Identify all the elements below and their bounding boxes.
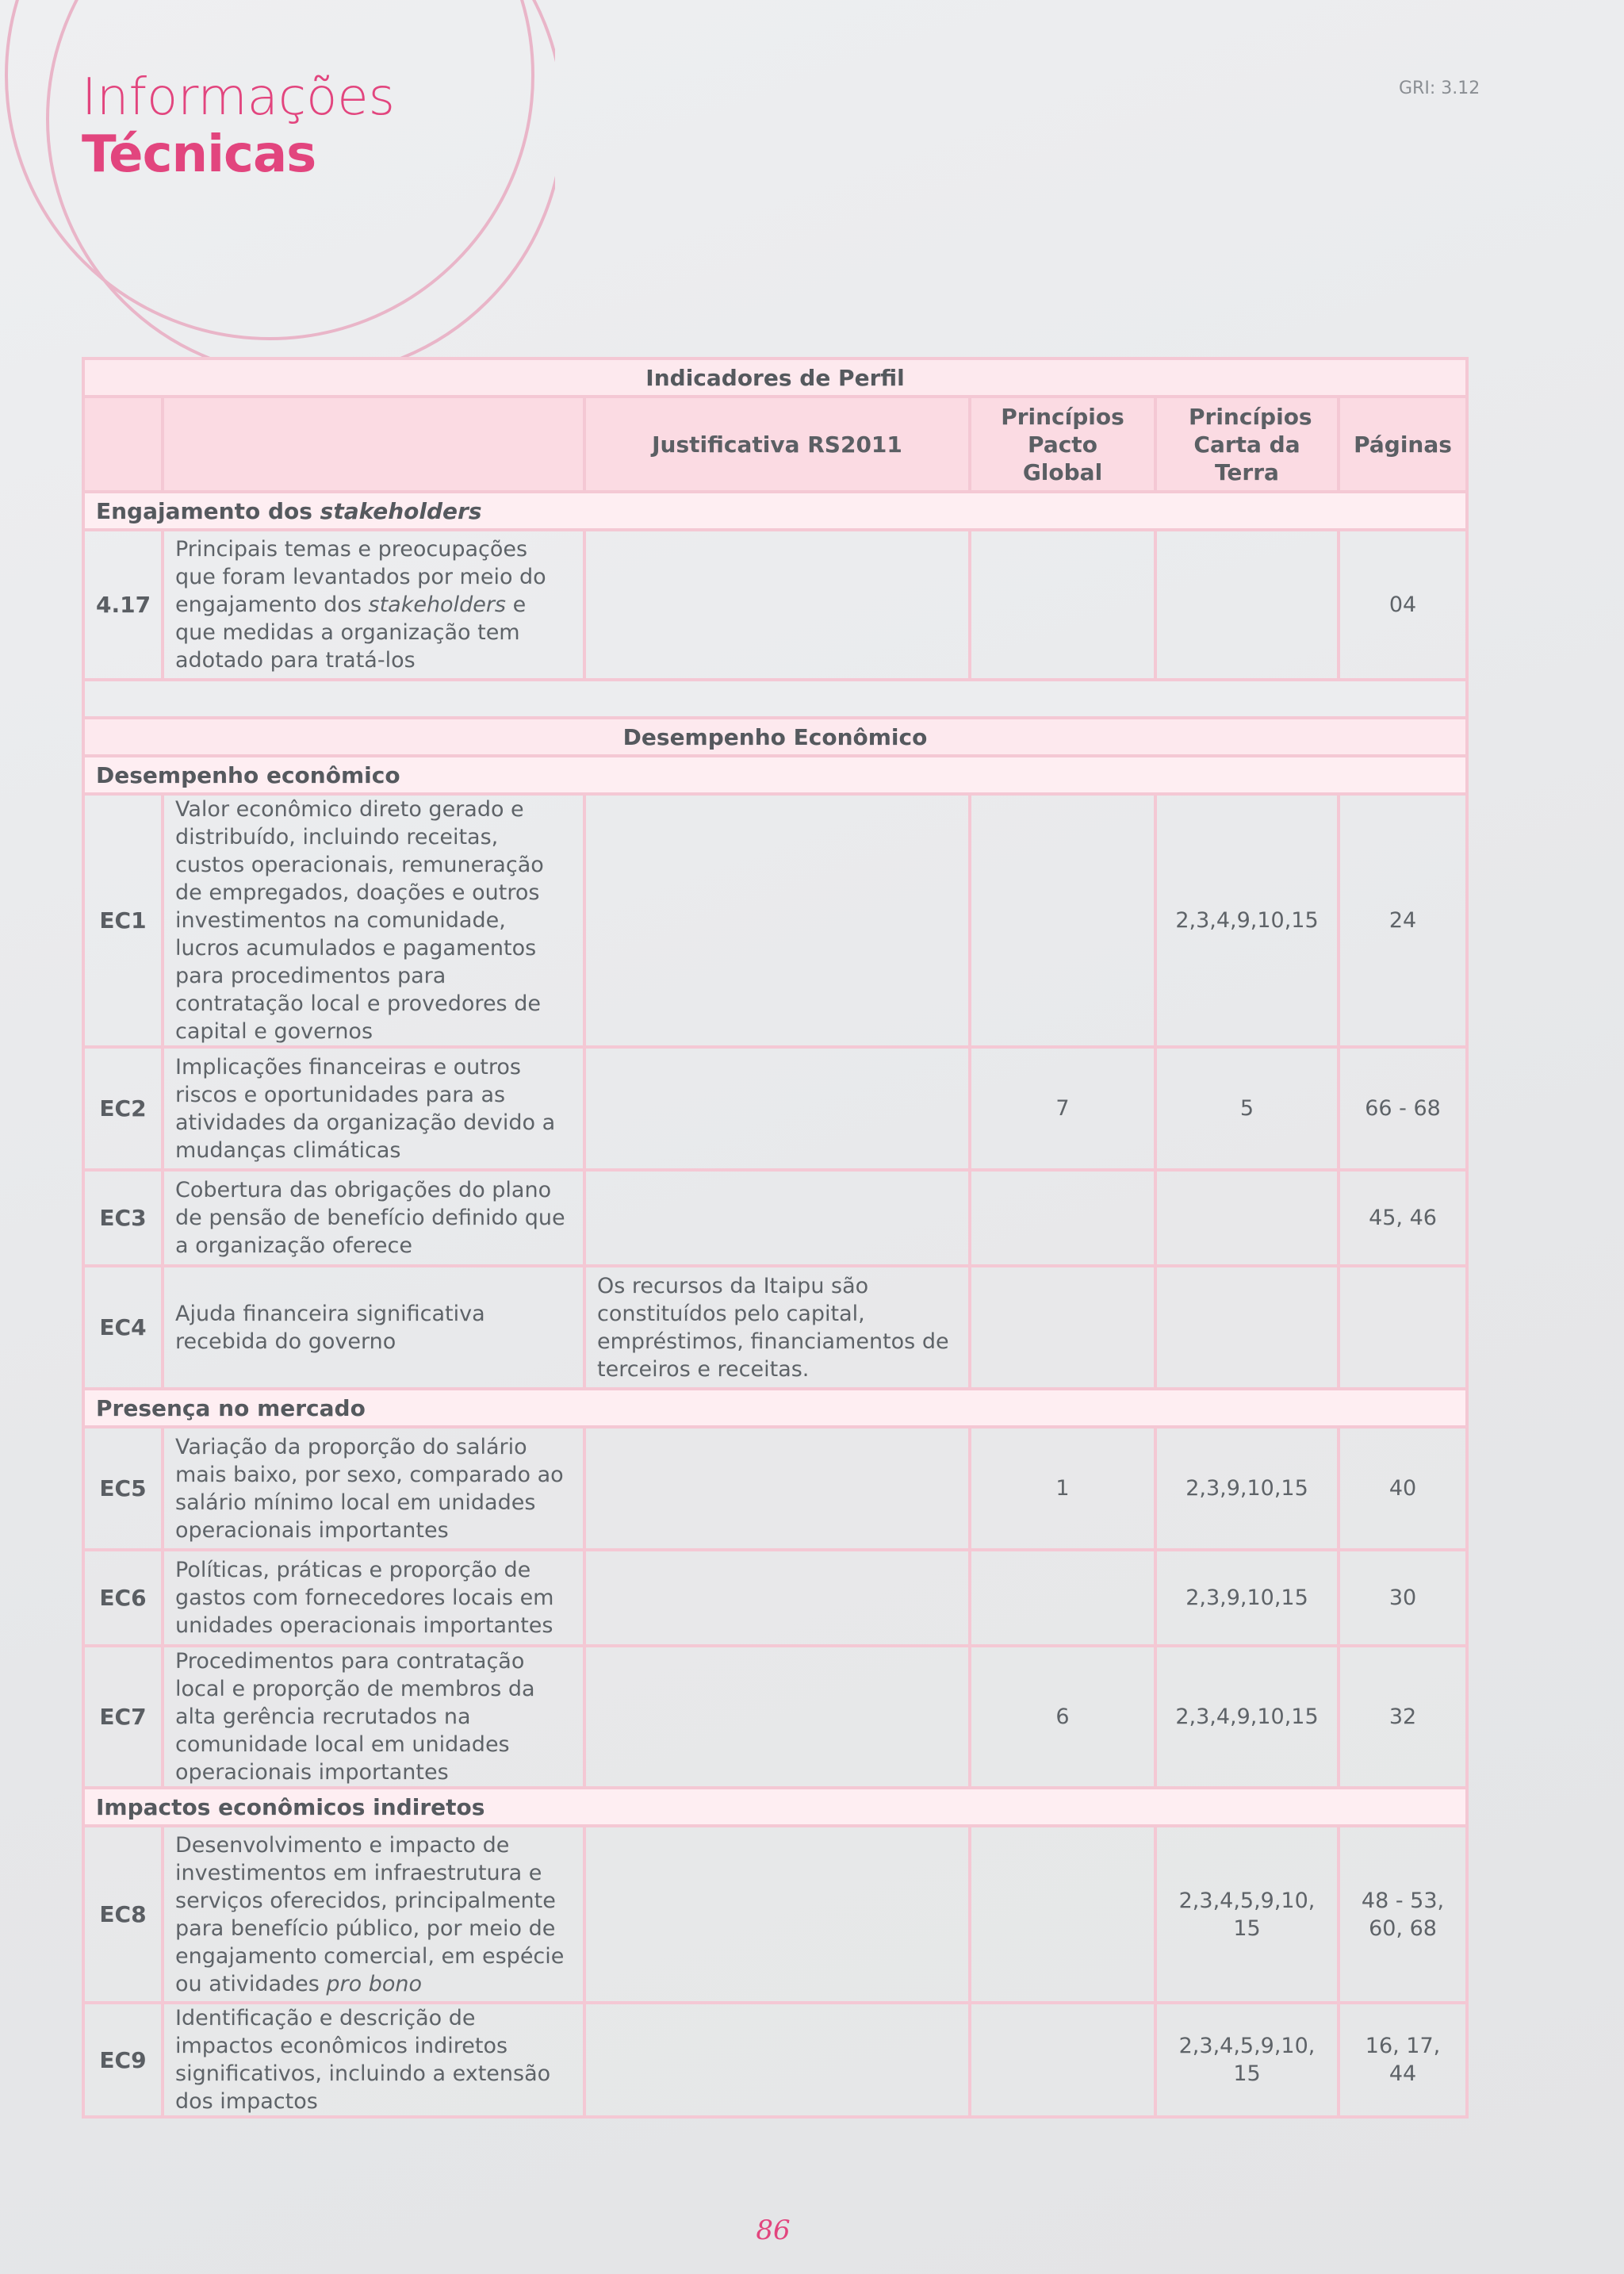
indicator-pages: 48 - 53, 60, 68: [1339, 1826, 1467, 2003]
page-title-line2: Técnicas: [82, 125, 316, 184]
indicator-pages: [1339, 1266, 1467, 1389]
indicator-pacto: 6: [970, 1646, 1155, 1788]
indicator-pages: 66 - 68: [1339, 1047, 1467, 1170]
table-row: [83, 1550, 1467, 1646]
indicator-pages: 40: [1339, 1427, 1467, 1550]
indicator-carta: 2,3,4,9,10,15: [1155, 794, 1339, 1047]
page-number: 86: [756, 2215, 791, 2246]
group-label: Impactos econômicos indiretos: [83, 1788, 1467, 1826]
gri-reference: GRI: 3.12: [1399, 79, 1480, 98]
table-row: [83, 1266, 1467, 1389]
indicator-code: EC2: [83, 1047, 163, 1170]
indicator-justification: [584, 1170, 970, 1266]
indicator-pages: 32: [1339, 1646, 1467, 1788]
indicator-description: Principais temas e preocupações que foram levantados por meio do engajamento dos stakeholders e que medidas a organização tem adotado para tratá-los: [163, 530, 584, 680]
table-row: [83, 1427, 1467, 1550]
indicator-justification: [584, 530, 970, 680]
spacer-row: [83, 680, 1467, 718]
column-header-code: [83, 397, 163, 492]
table-row: [83, 530, 1467, 680]
indicator-pacto: [970, 1826, 1155, 2003]
indicator-pacto: [970, 1550, 1155, 1646]
indicator-justification: [584, 1646, 970, 1788]
page-title-line1: Informações: [82, 68, 395, 127]
economic-groups: [83, 756, 1467, 1788]
group-row-indirect: [83, 1788, 1467, 1826]
indicator-description: Desenvolvimento e impacto de investimentos em infraestrutura e serviços oferecidos, principalmente para benefício público, por meio de engajamento comercial, em espécie ou atividades pro bono: [163, 1826, 584, 2003]
table-row: [83, 1826, 1467, 2003]
indicator-pacto: [970, 1266, 1155, 1389]
indicator-carta: 2,3,4,5,9,10, 15: [1155, 1826, 1339, 2003]
indicator-carta: 2,3,4,9,10,15: [1155, 1646, 1339, 1788]
indicator-description: Políticas, práticas e proporção de gastos com fornecedores locais em unidades operacionais importantes: [163, 1550, 584, 1646]
indicator-pacto: [970, 794, 1155, 1047]
indicator-carta: 5: [1155, 1047, 1339, 1170]
indicator-pacto: 1: [970, 1427, 1155, 1550]
indicator-code: EC5: [83, 1427, 163, 1550]
indicator-code: EC9: [83, 2003, 163, 2117]
indicator-justification: [584, 2003, 970, 2117]
indicator-code: EC3: [83, 1170, 163, 1266]
profile-section-title-row: [83, 359, 1467, 397]
indicator-pacto: [970, 1170, 1155, 1266]
group-label: Presença no mercado: [83, 1389, 1467, 1427]
group-label: Engajamento dos stakeholders: [83, 492, 1467, 530]
table-row: [83, 1170, 1467, 1266]
indicator-justification: [584, 1427, 970, 1550]
column-header-description: [163, 397, 584, 492]
indicator-code: 4.17: [83, 530, 163, 680]
indicator-code: EC7: [83, 1646, 163, 1788]
indicator-code: EC6: [83, 1550, 163, 1646]
table-row: [83, 2003, 1467, 2117]
indicator-carta: 2,3,4,5,9,10, 15: [1155, 2003, 1339, 2117]
indicator-description: Variação da proporção do salário mais baixo, por sexo, comparado ao salário mínimo local em unidades operacionais importantes: [163, 1427, 584, 1550]
indicator-description: Cobertura das obrigações do plano de pensão de benefício definido que a organização oferece: [163, 1170, 584, 1266]
indicator-justification: [584, 1826, 970, 2003]
indicator-description: Identificação e descrição de impactos econômicos indiretos significativos, incluindo a extensão dos impactos: [163, 2003, 584, 2117]
indicator-justification: [584, 1047, 970, 1170]
table-row: [83, 1646, 1467, 1788]
gri-indicators-table: [82, 357, 1469, 2119]
indicator-description: Valor econômico direto gerado e distribuído, incluindo receitas, custos operacionais, remuneração de empregados, doações e outros investimentos na comunidade, lucros acumulados e pagamentos para procedimentos para contratação local e provedores de capital e governos: [163, 794, 584, 1047]
indicator-description: Implicações financeiras e outros riscos e oportunidades para as atividades da organização devido a mudanças climáticas: [163, 1047, 584, 1170]
indicator-code: EC4: [83, 1266, 163, 1389]
indicator-pacto: [970, 530, 1155, 680]
economic-section-title: Desempenho Econômico: [83, 718, 1467, 756]
indicator-carta: 2,3,9,10,15: [1155, 1427, 1339, 1550]
indicator-carta: [1155, 1266, 1339, 1389]
indicator-code: EC8: [83, 1826, 163, 2003]
column-header-pages: Páginas: [1339, 397, 1467, 492]
indicator-pages: 04: [1339, 530, 1467, 680]
column-header-pacto: Princípios Pacto Global: [970, 397, 1155, 492]
profile-section-title: Indicadores de Perfil: [83, 359, 1467, 397]
indicator-pages: 24: [1339, 794, 1467, 1047]
indicator-code: EC1: [83, 794, 163, 1047]
page-title: [82, 70, 395, 183]
column-header-justification: Justificativa RS2011: [584, 397, 970, 492]
group-row: [83, 756, 1467, 794]
indicator-justification: [584, 794, 970, 1047]
indicator-pacto: [970, 2003, 1155, 2117]
indicator-description: Ajuda financeira significativa recebida do governo: [163, 1266, 584, 1389]
economic-section-title-row: [83, 718, 1467, 756]
column-header-carta: Princípios Carta da Terra: [1155, 397, 1339, 492]
indicator-carta: [1155, 530, 1339, 680]
indicator-justification: [584, 1550, 970, 1646]
indicator-carta: 2,3,9,10,15: [1155, 1550, 1339, 1646]
indicator-pacto: 7: [970, 1047, 1155, 1170]
table-row: [83, 794, 1467, 1047]
group-row: [83, 1389, 1467, 1427]
indicator-carta: [1155, 1170, 1339, 1266]
group-label: Desempenho econômico: [83, 756, 1467, 794]
indicator-pages: 16, 17, 44: [1339, 2003, 1467, 2117]
indicator-justification: Os recursos da Itaipu são constituídos pelo capital, empréstimos, financiamentos de terceiros e receitas.: [584, 1266, 970, 1389]
group-row-engagement: [83, 492, 1467, 530]
column-header-row: [83, 397, 1467, 492]
indicator-pages: 30: [1339, 1550, 1467, 1646]
table-row: [83, 1047, 1467, 1170]
indicator-pages: 45, 46: [1339, 1170, 1467, 1266]
indicator-description: Procedimentos para contratação local e proporção de membros da alta gerência recrutados na comunidade local em unidades operacionais importantes: [163, 1646, 584, 1788]
